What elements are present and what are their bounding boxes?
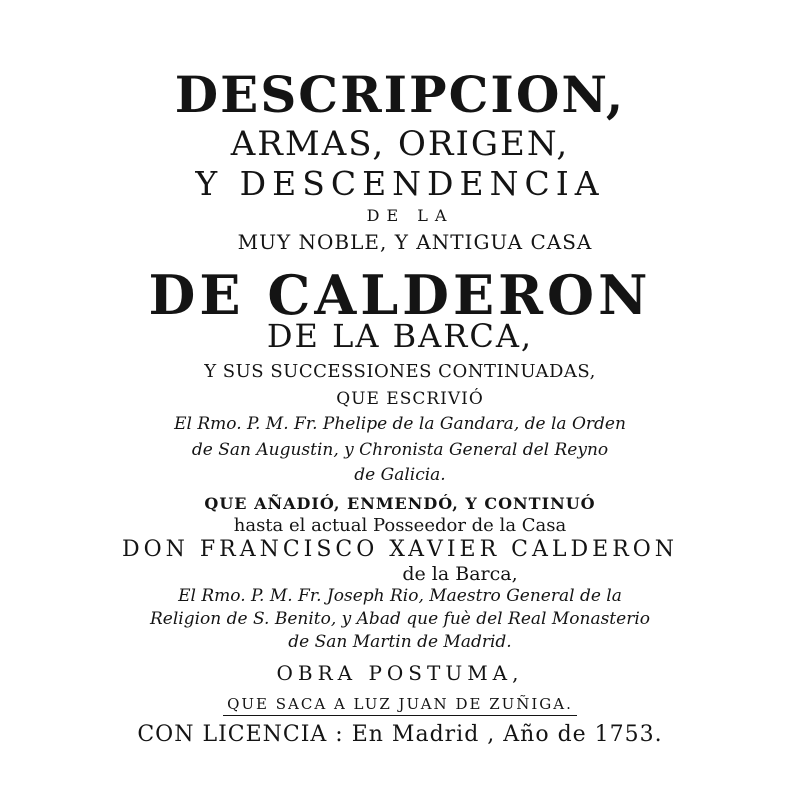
title-line-de-la-barca: DE LA BARCA, (266, 317, 534, 355)
title-line-descripcion: DESCRIPCION, (174, 65, 626, 124)
title-line-de-calderon: DE CALDERON (148, 263, 652, 327)
editor-line-3: de San Martin de Madrid. (288, 632, 512, 652)
title-line-obra-postuma: OBRA POSTUMA, (276, 661, 524, 685)
author-line-3: de Galicia. (354, 465, 446, 485)
publisher-text: QUE SACA A LUZ JUAN DE ZUÑIGA. (223, 695, 577, 716)
author-line-1: El Rmo. P. M. Fr. Phelipe de la Gandara, de la Orden (174, 414, 626, 434)
title-line-posseedor: hasta el actual Posseedor de la Casa (233, 515, 567, 536)
title-line-anadio: QUE AÑADIÓ, ENMENDÓ, Y CONTINUÓ (204, 494, 596, 513)
imprint-line: CON LICENCIA : En Madrid , Año de 1753. (137, 722, 663, 747)
title-line-armas-origen: ARMAS, ORIGEN, (230, 124, 570, 164)
editor-line-2: Religion de S. Benito, y Abad que fuè del Real Monasterio (150, 609, 650, 629)
author-line-2: de San Augustin, y Chronista General del Reyno (191, 440, 609, 460)
title-line-descendencia: Y DESCENDENCIA (195, 164, 605, 203)
title-line-successiones: Y SUS SUCCESSIONES CONTINUADAS, (204, 361, 596, 382)
publisher-line (0, 697, 800, 712)
title-line-que-escrivio: QUE ESCRIVIÓ (336, 389, 484, 409)
title-line-de-la-barca-2: de la Barca, (402, 563, 518, 585)
title-line-de-la: DE LA (366, 206, 454, 225)
editor-line-1: El Rmo. P. M. Fr. Joseph Rio, Maestro General de la (178, 586, 622, 606)
title-line-muy-noble: MUY NOBLE, Y ANTIGUA CASA (237, 230, 593, 254)
title-line-don-francisco: DON FRANCISCO XAVIER CALDERON (121, 537, 679, 562)
